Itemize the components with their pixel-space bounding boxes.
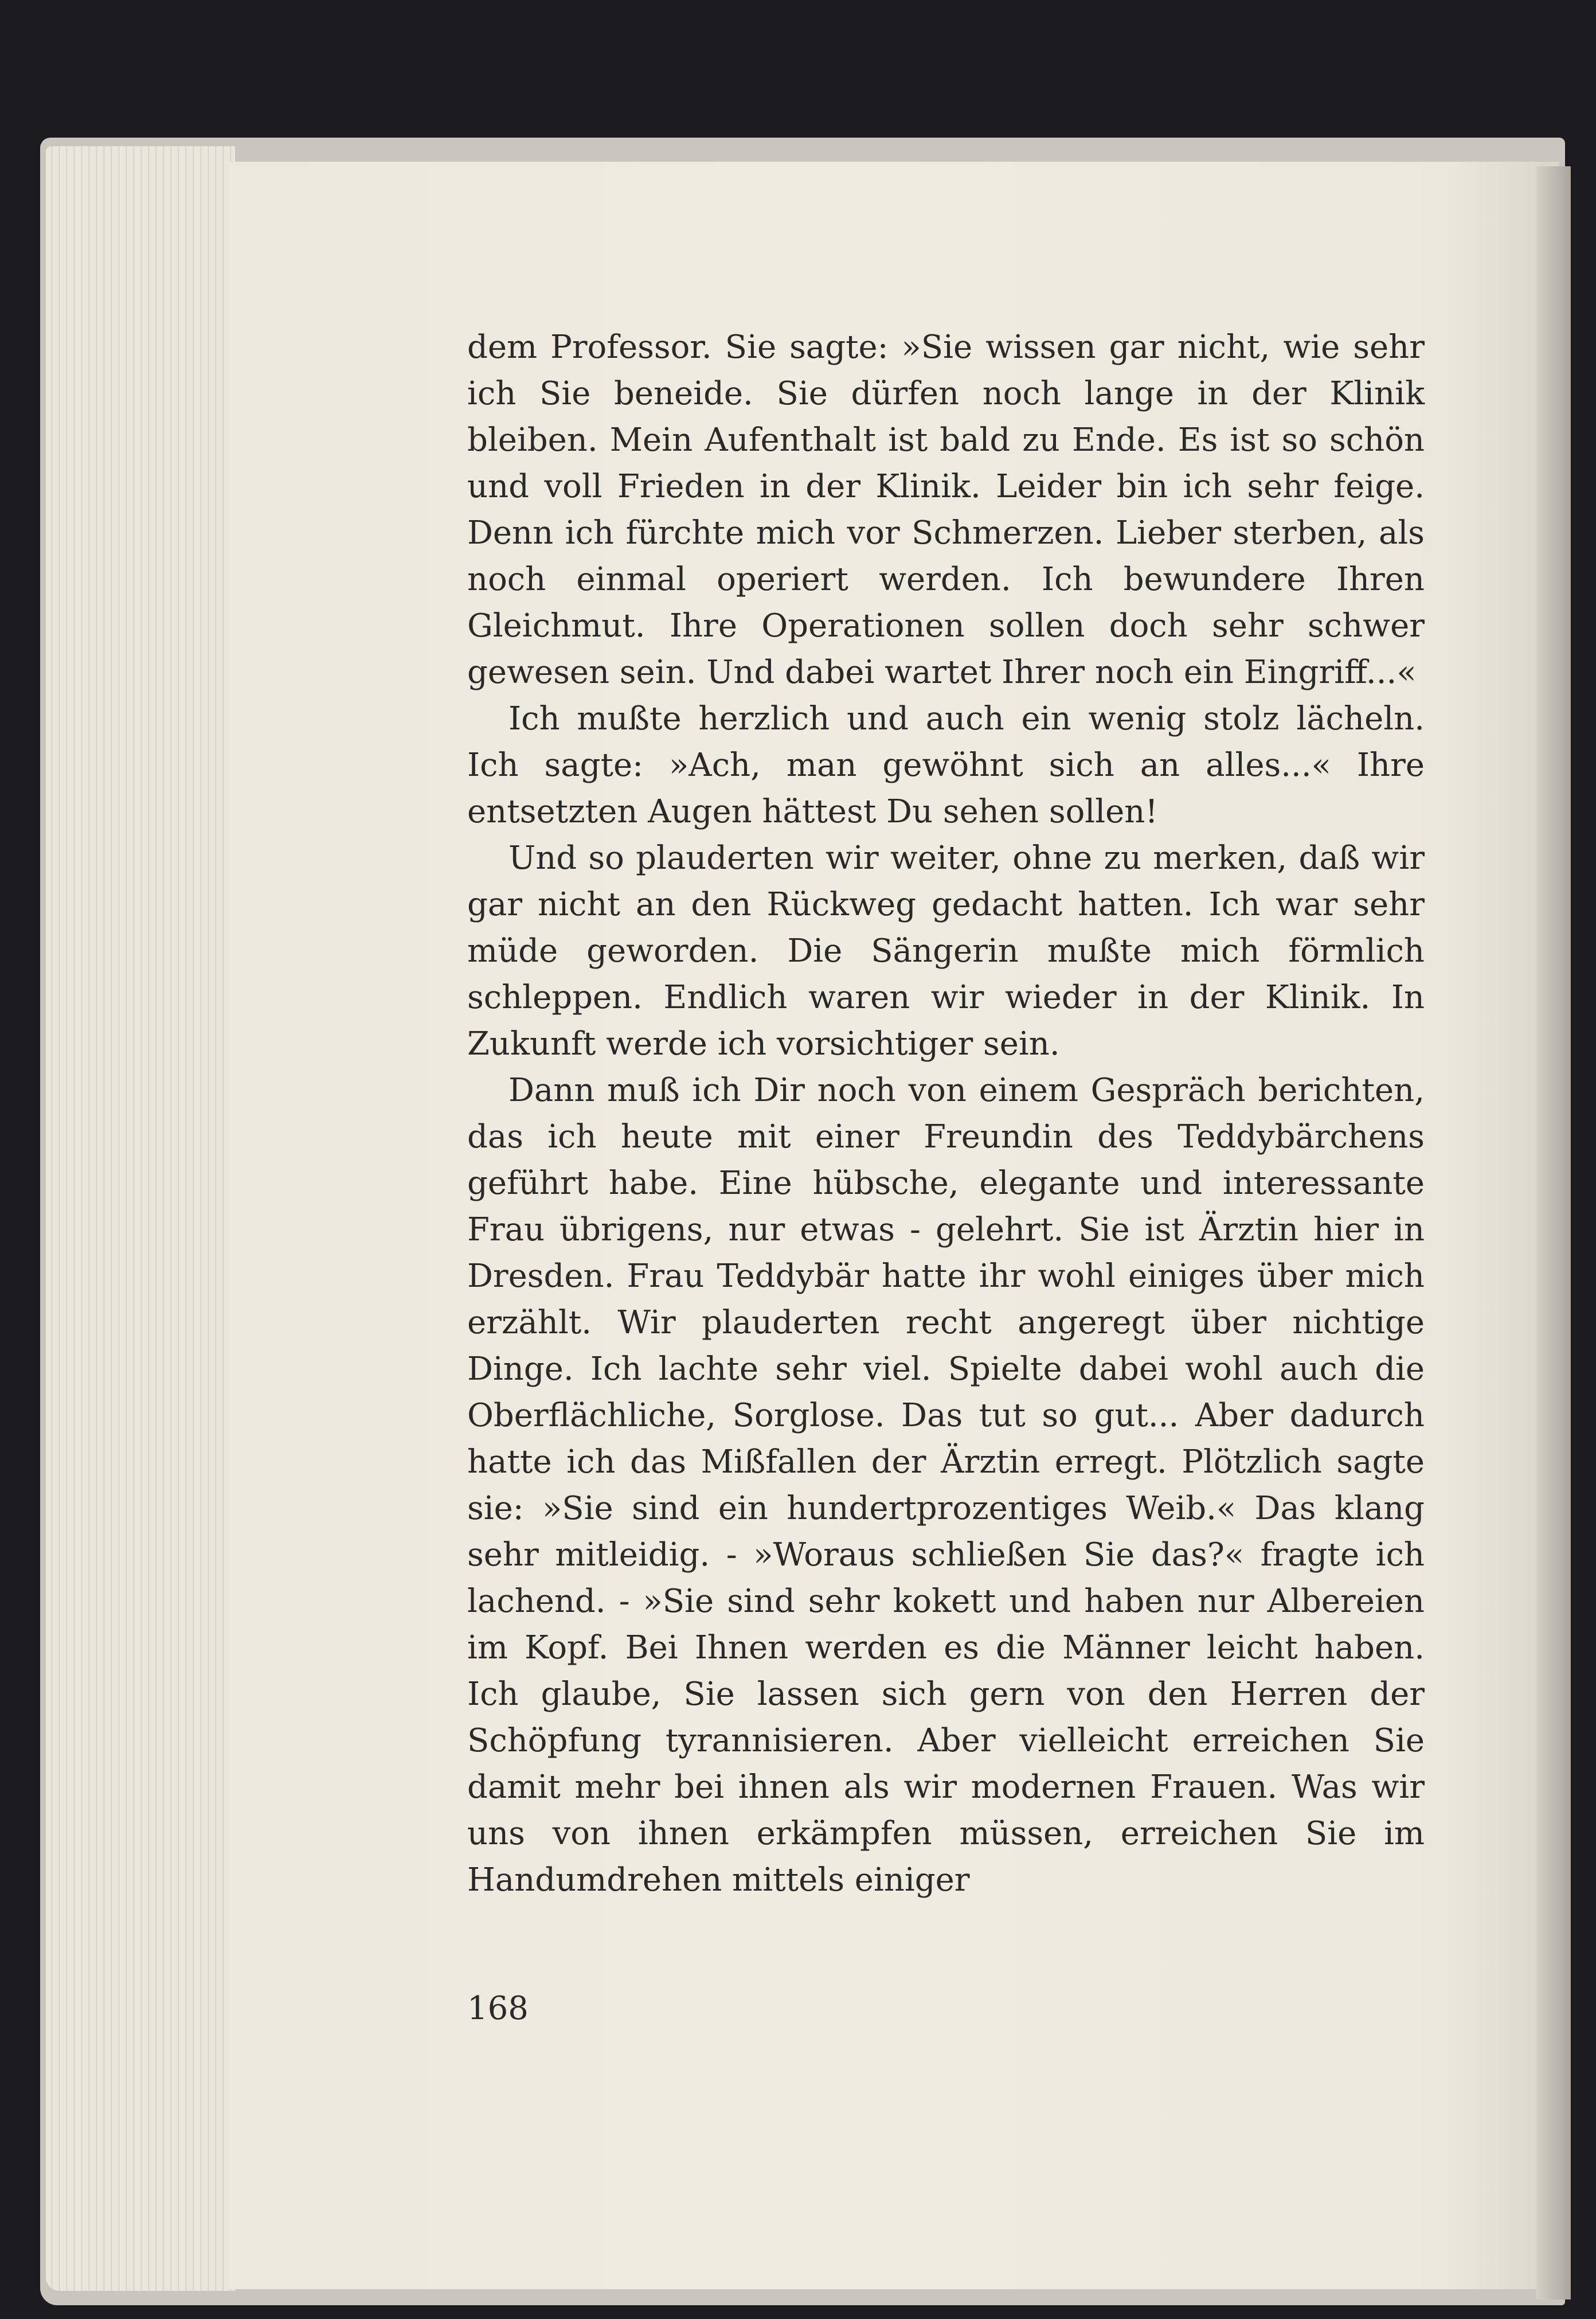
paragraph-1: dem Professor. Sie sagte: »Sie wissen gar nicht, wie sehr ich Sie beneide. Sie dürfen noch lange in der Klinik bleiben. Mein Aufenthalt ist bald zu Ende. Es ist so schön und voll Frieden in der Klinik. Leider bin ich sehr feige. Denn ich fürchte mich vor Schmerzen. Lieber sterben, als noch einmal operiert werden. Ich bewundere Ihren Gleichmut. Ihre Operationen sollen doch sehr schwer gewesen sein. Und dabei wartet Ihrer noch ein Eingriff...« (467, 329, 1425, 691)
paragraph-4: Dann muß ich Dir noch von einem Gespräch berichten, das ich heute mit einer Freundin des Teddybärchens geführt habe. Eine hübsche, elegante und interessante Frau übrigens, nur etwas - gelehrt. Sie ist Ärztin hier in Dresden. Frau Teddybär hatte ihr wohl einiges über mich erzählt. Wir plauderten recht angeregt über nichtige Dinge. Ich lachte sehr viel. Spielte dabei wohl auch die Oberflächliche, Sorglose. Das tut so gut... Aber dadurch hatte ich das Mißfallen der Ärztin erregt. Plötzlich sagte sie: »Sie sind ein hundertprozentiges Weib.« Das klang sehr mitleidig. - »Woraus schließen Sie das?« fragte ich lachend. - »Sie sind sehr kokett und haben nur Albereien im Kopf. Bei Ihnen werden es die Männer leicht haben. Ich glaube, Sie lassen sich gern von den Herren der Schöpfung tyrannisieren. Aber vielleicht erreichen Sie damit mehr bei ihnen als wir modernen Frauen. Was wir uns von ihnen erkämpfen müssen, erreichen Sie im Handumdrehen mittels einiger (467, 1072, 1425, 1899)
body-text (467, 324, 1425, 1903)
page-number: 168 (467, 1990, 529, 2027)
paragraph-2: Ich mußte herzlich und auch ein wenig stolz lächeln. Ich sagte: »Ach, man gewöhnt sich an alles...« Ihre entsetzten Augen hättest Du sehen sollen! (467, 700, 1425, 830)
gutter-shadow (1536, 166, 1571, 2300)
page-edges (46, 146, 235, 2291)
paragraph-3: Und so plauderten wir weiter, ohne zu merken, daß wir gar nicht an den Rückweg gedacht hatten. Ich war sehr müde geworden. Die Sängerin mußte mich förmlich schleppen. Endlich waren wir wieder in der Klinik. In Zukunft werde ich vorsichtiger sein. (467, 840, 1425, 1063)
